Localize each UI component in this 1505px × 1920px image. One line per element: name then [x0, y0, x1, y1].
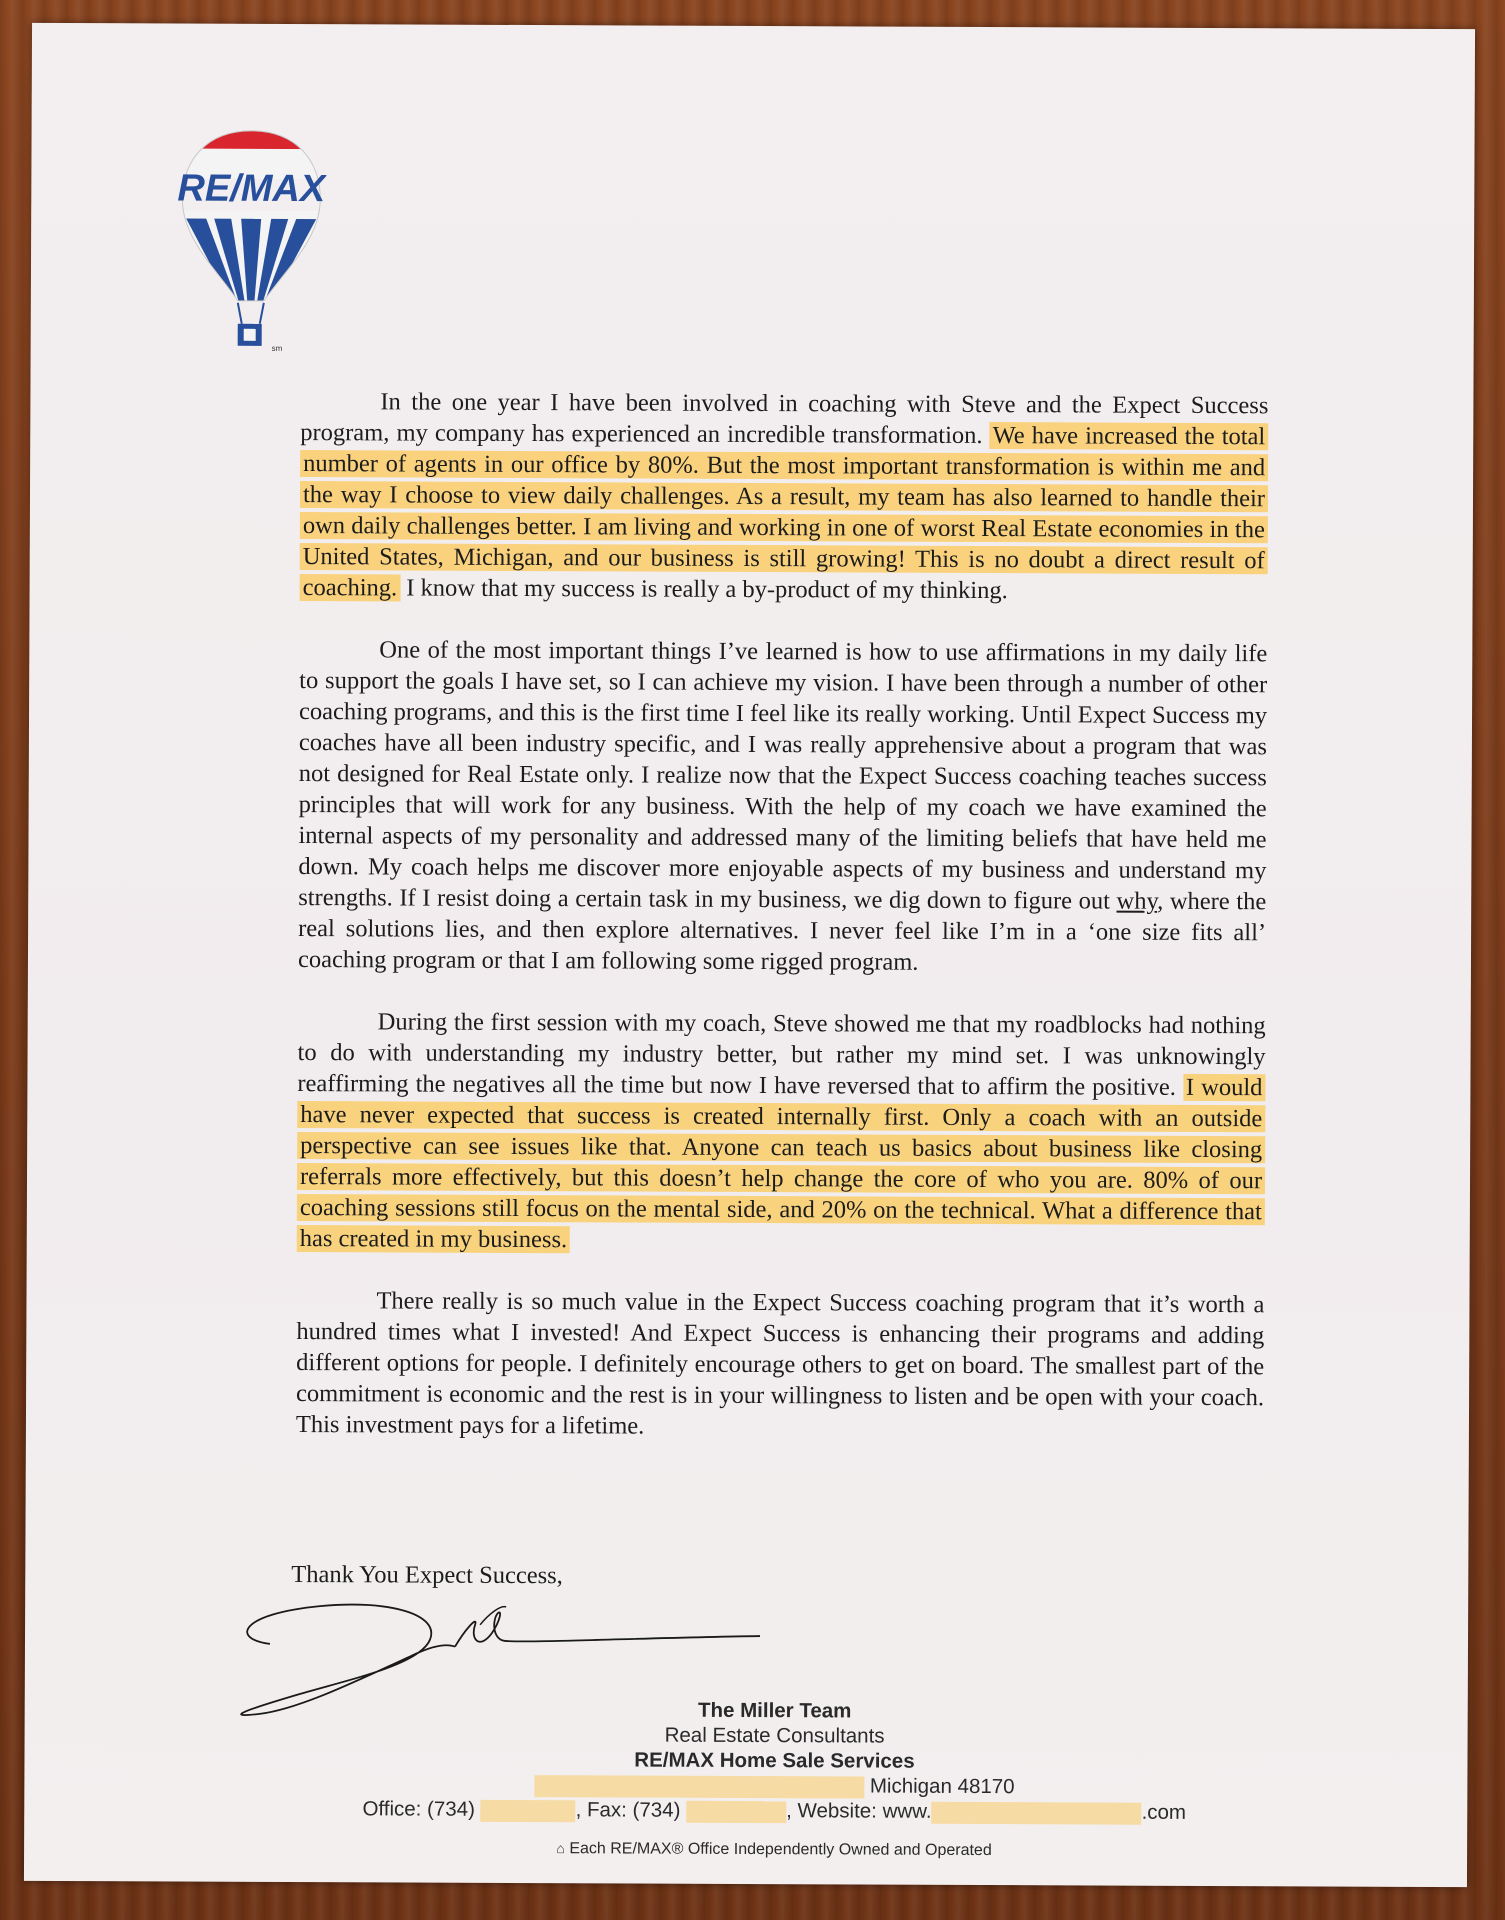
- website-suffix: .com: [1141, 1800, 1187, 1824]
- office-phone-label: Office: (734): [362, 1797, 475, 1821]
- fax-redaction: [686, 1800, 786, 1822]
- remax-balloon-icon: [176, 118, 327, 379]
- p3-highlight: I would have never expected that success is created internally first. Only a coach with an outside perspective can see issues like that. Anyone can teach us basics about business like closing referrals more effectively, but this doesn’t help change the core of who you are. 80% of our coaching sessions still focus on the mental side, and 20% on the technical. What a difference that has created in my business.: [297, 1074, 1266, 1253]
- remax-logo-text: RE/MAX: [177, 167, 326, 211]
- letter-page: [24, 23, 1475, 1887]
- address-line: [324, 1771, 1224, 1800]
- letterhead-footer: [324, 1696, 1225, 1861]
- office-phone-redaction: [481, 1799, 576, 1821]
- p1-highlight: We have increased the total number of agents in our office by 80%. But the most important transformation is within me and the way I choose to view daily challenges. As a result, my team has also learned to handle their own daily challenges better. I am living and working in one of worst Real Estate economies in the United States, Michigan, and our business is still growing! This is no doubt a direct result of coaching.: [300, 422, 1269, 601]
- website-label: , Website: www.: [786, 1799, 932, 1823]
- website-redaction: [932, 1801, 1142, 1824]
- team-name: The Miller Team: [697, 1698, 852, 1723]
- p3-text: During the first session with my coach, Steve showed me that my roadblocks had nothing to do with understanding my industry better, but rather my mind set. I was unknowingly reaffirming the negatives all the time but now I have reversed that to affirm the positive.: [297, 1008, 1266, 1101]
- address-redaction: [534, 1775, 864, 1798]
- address-tail: Michigan 48170: [869, 1774, 1015, 1799]
- contact-line: [324, 1796, 1224, 1825]
- team-role: Real Estate Consultants: [664, 1723, 885, 1748]
- closing-line: Thank You Expect Success,: [291, 1561, 563, 1590]
- p1-text: In the one year I have been involved in coaching with Steve and the Expect Success program, my company has experienced an incredible transformation.: [300, 388, 1269, 450]
- paragraph-3: [297, 1006, 1266, 1258]
- disclaimer-line: [324, 1839, 1224, 1861]
- paragraph-4: There really is so much value in the Expect Success coaching program that it’s worth a hundred times what I invested! And Expect Success is enhancing their programs and adding different options for people. I definitely encourage others to get on board. The smallest part of the commitment is economic and the rest is in your willingness to listen and be open with your coach. This investment pays for a lifetime.: [295, 1287, 1265, 1440]
- paragraph-2: [298, 634, 1267, 979]
- office-name: RE/MAX Home Sale Services: [634, 1748, 915, 1773]
- service-mark: sm: [271, 343, 283, 353]
- letter-body: [296, 386, 1269, 1475]
- house-icon: ⌂: [556, 1840, 565, 1857]
- p1-tail: I know that my success is really a by-product of my thinking.: [400, 574, 1008, 605]
- fax-label: , Fax: (734): [575, 1798, 681, 1822]
- disclaimer-text: Each RE/MAX® Office Independently Owned and Operated: [569, 1840, 992, 1860]
- p2-text: One of the most important things I’ve learned is how to use affirmations in my daily life to support the goals I have set, so I can achieve my vision. I have been through a number of other coaching programs, and this is the first time I feel like its really working. Until Expect Success my coaches have all been industry specific, and I was really apprehensive about a program that was not designed for Real Estate only. I realize now that the Expect Success coaching teaches success principles that will work for any business. With the help of my coach we have examined the internal aspects of my personality and addressed many of the limiting beliefs that have held me down. My coach helps me discover more enjoyable aspects of my business and understand my strengths. If I resist doing a certain task in my business, we dig down to figure out: [298, 636, 1268, 915]
- p2-tail: , where the real solutions lies, and then explore alternatives. I never feel like I’m in a ‘one size fits all’ coaching program or that I am following some rigged program.: [297, 887, 1267, 976]
- p2-underlined-word: why: [1116, 887, 1158, 915]
- paragraph-1: [300, 386, 1269, 607]
